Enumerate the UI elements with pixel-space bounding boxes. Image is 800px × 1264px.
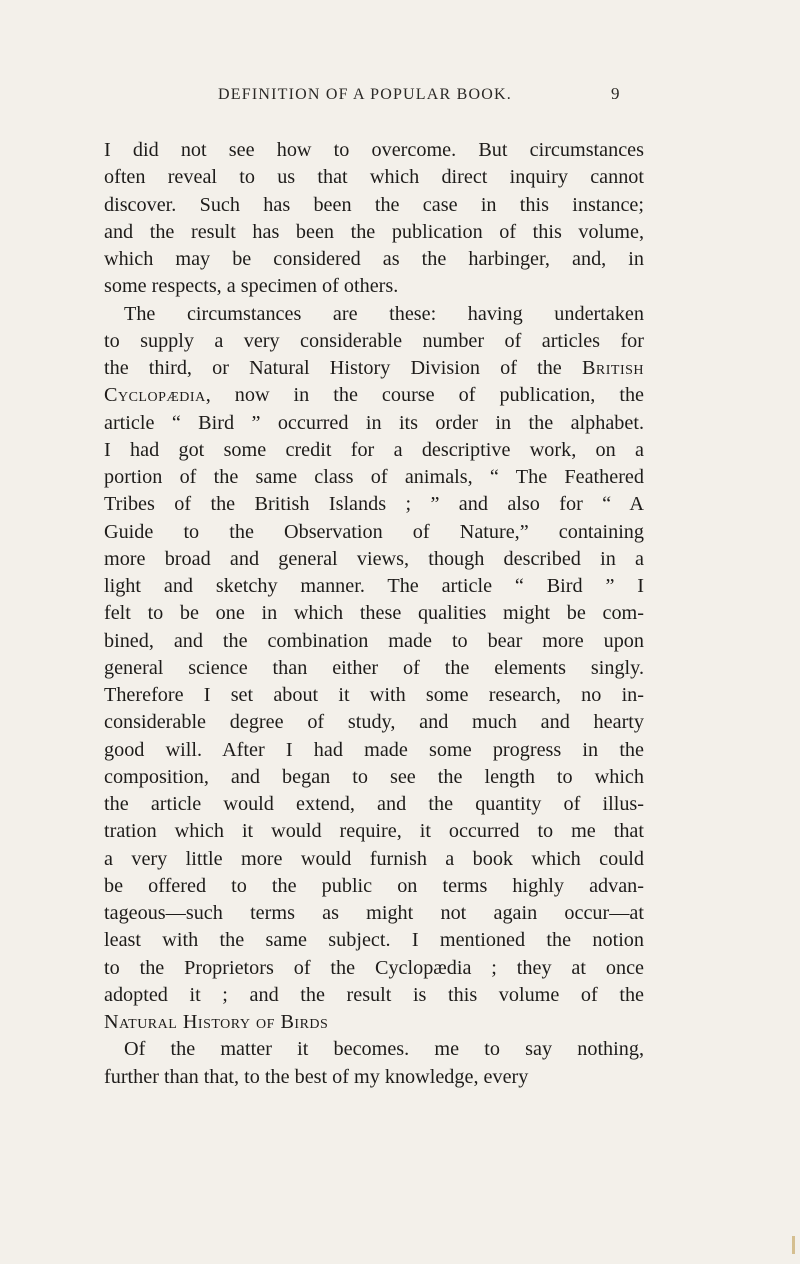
text-line: discover. Such has been the case in this instance; xyxy=(104,193,644,216)
small-caps-term: British xyxy=(581,357,645,379)
text-line: least with the same subject. I mentioned the notion xyxy=(104,929,644,952)
text-line: Natural History of Birds xyxy=(104,1011,329,1033)
text-line: general science than either of the elements singly. xyxy=(104,656,644,679)
text-line: the article would extend, and the quantity of illus- xyxy=(104,793,644,815)
text-line: often reveal to us that which direct inquiry cannot xyxy=(104,166,644,189)
text-line: portion of the same class of animals, “ The Feathered xyxy=(104,466,644,488)
small-caps-term: Cyclopædia xyxy=(104,384,206,407)
text-line: further than that, to the best of my knowledge, every xyxy=(104,1065,529,1088)
text-line: article “ Bird ” occurred in its order in the alphabet. xyxy=(104,411,644,434)
text-line: Of the matter it becomes. me to say nothing, xyxy=(124,1038,644,1061)
text-line: The circumstances are these: having undertaken xyxy=(124,302,644,325)
page-number: 9 xyxy=(611,84,620,103)
text-line: good will. After I had made some progress in the xyxy=(104,738,644,761)
text-line: be offered to the public on terms highly advan- xyxy=(104,874,644,897)
text-line: which may be considered as the harbinger, and, in xyxy=(104,248,644,270)
text-line xyxy=(104,355,644,382)
text-line: some respects, a specimen of others. xyxy=(104,275,399,298)
text-line: I had got some credit for a descriptive work, on a xyxy=(104,438,644,461)
text-line: felt to be one in which these qualities might be com- xyxy=(104,602,644,625)
text-line: Guide to the Observation of Nature,” containing xyxy=(104,520,644,543)
text-line: and the result has been the publication of this volume, xyxy=(104,220,644,243)
text-line: Therefore I set about it with some research, no in- xyxy=(104,684,644,706)
text-line: more broad and general views, though described in a xyxy=(104,547,644,570)
text-line: a very little more would furnish a book which could xyxy=(104,847,644,870)
text-line: composition, and began to see the length to which xyxy=(104,765,644,788)
text-line: light and sketchy manner. The article “ Bird ” I xyxy=(104,575,644,597)
text-line: to the Proprietors of the Cyclopædia ; they at once xyxy=(104,956,644,979)
running-head: DEFINITION OF A POPULAR BOOK. xyxy=(218,86,512,103)
text-line xyxy=(104,382,644,409)
text-line: I did not see how to overcome. But circumstances xyxy=(104,139,644,161)
text-line: considerable degree of study, and much and hearty xyxy=(104,711,644,734)
body-text xyxy=(104,137,644,1091)
page-edge-mark xyxy=(792,1236,795,1254)
text-line: bined, and the combination made to bear more upon xyxy=(104,629,644,652)
text-line: Tribes of the British Islands ; ” and also for “ A xyxy=(104,493,644,516)
text-segment: the third, or Natural History Division of the xyxy=(104,357,562,379)
text-line: tageous—such terms as might not again occur—at xyxy=(104,902,644,924)
text-line: to supply a very considerable number of articles for xyxy=(104,329,644,352)
text-line: adopted it ; and the result is this volume of the xyxy=(104,983,644,1006)
text-segment: , now in the course of publication, the xyxy=(205,384,644,407)
text-line: tration which it would require, it occurred to me that xyxy=(104,820,644,843)
